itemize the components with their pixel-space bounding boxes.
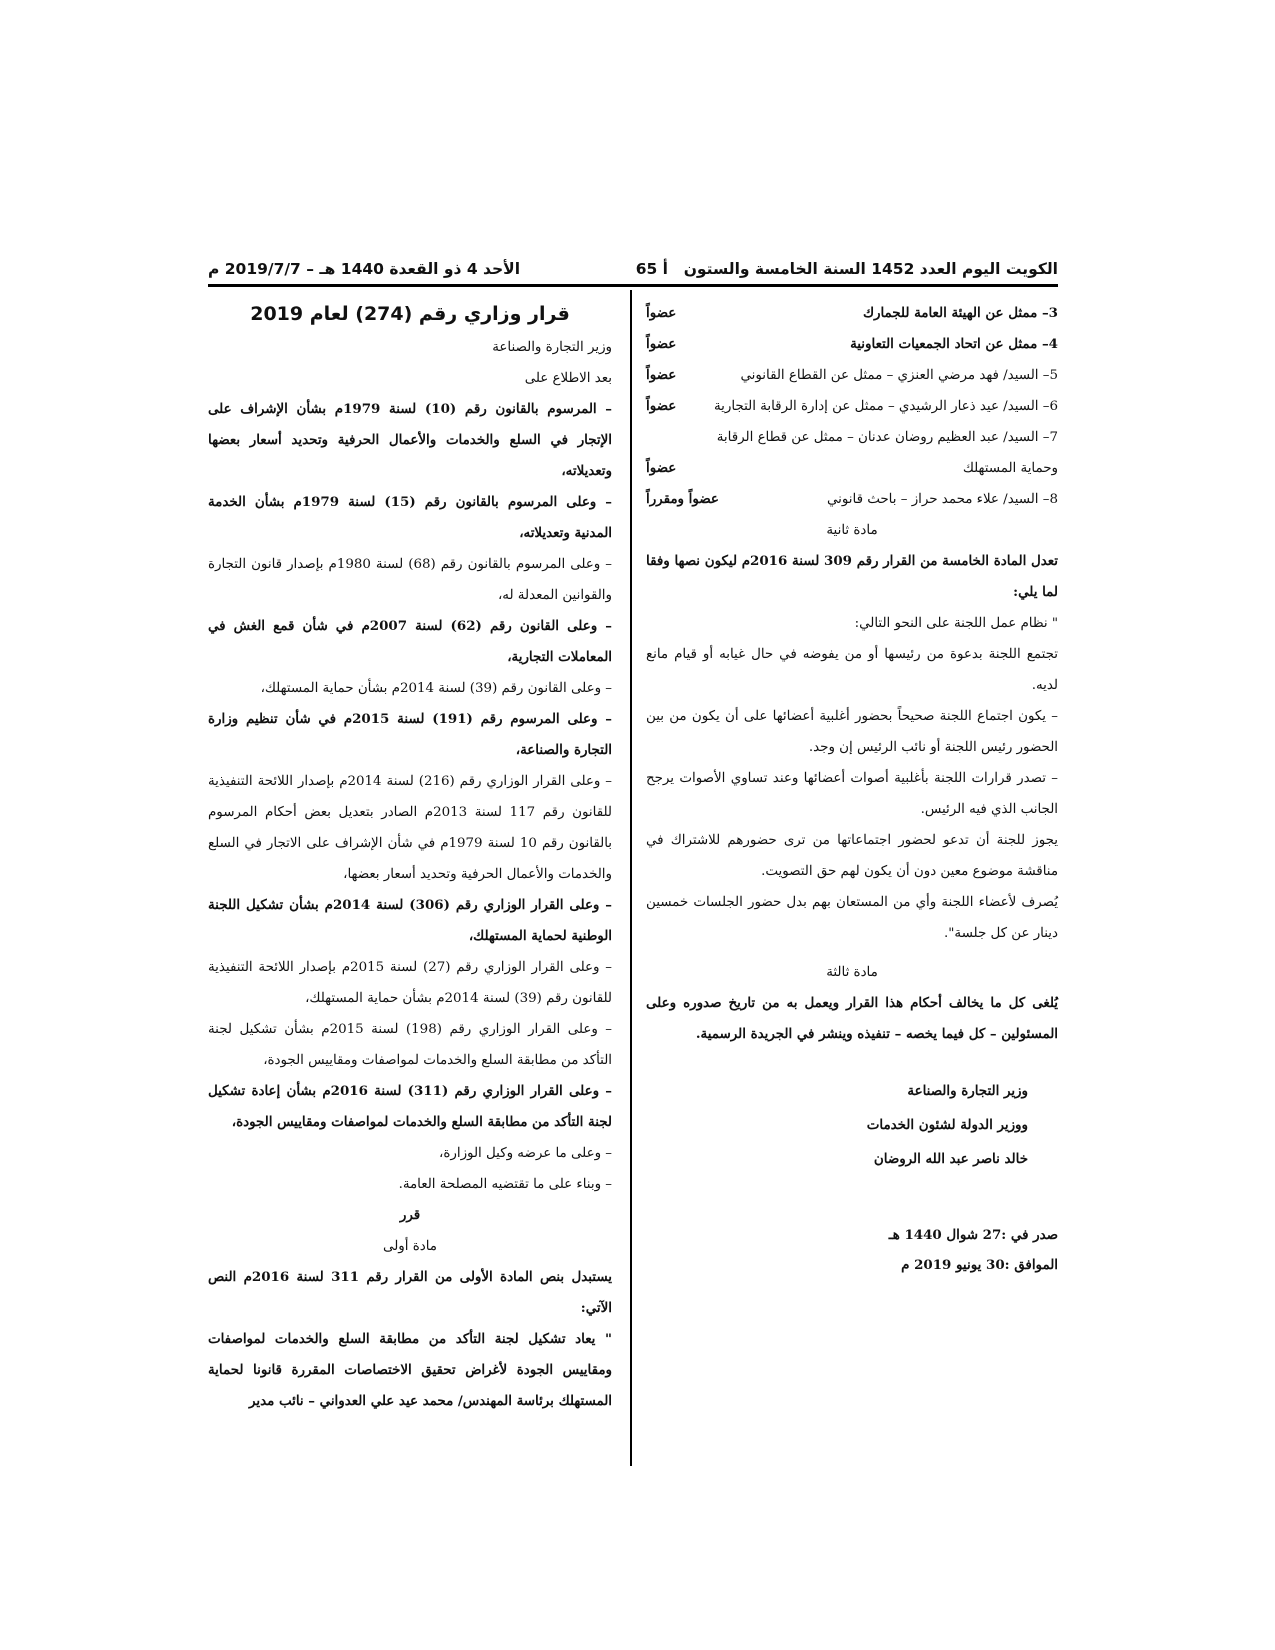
member-role: عضواً <box>646 367 677 383</box>
page-header <box>208 254 1058 284</box>
member-row <box>646 453 1058 484</box>
member-name: 8– السيد/ علاء محمد حراز – باحث قانوني <box>826 492 1058 507</box>
member-row <box>646 329 1058 360</box>
member-name: 5– السيد/ فهد مرضي العنزي – ممثل عن القطاع القانوني <box>740 368 1058 383</box>
decided-heading: قرر <box>399 1207 421 1223</box>
preamble-item: – وعلى المرسوم بالقانون رقم (68) لسنة 1980م بإصدار قانون التجارة والقوانين المعدلة له، <box>208 557 612 603</box>
preamble-item: – وعلى القرار الوزاري رقم (311) لسنة 2016م بشأن إعادة تشكيل لجنة التأكد من مطابقة السلع والخدمات لمواصفات ومقاييس الجودة، <box>208 1083 613 1130</box>
issue-dates <box>646 1220 1058 1280</box>
publication-info: الكويت اليوم العدد 1452 السنة الخامسة والستون <box>683 260 1058 278</box>
member-7-line2: وحماية المستهلك <box>962 461 1058 476</box>
corresponding-date: الموافق :30 يونيو 2019 م <box>901 1257 1058 1273</box>
article-3-text: يُلغى كل ما يخالف أحكام هذا القرار ويعمل به من تاريخ صدوره وعلى المسئولين – كل فيما يخصه – تنفيذه وينشر في الجريدة الرسمية. <box>646 995 1058 1042</box>
preamble-item: – وعلى ما عرضه وكيل الوزارة، <box>439 1146 612 1161</box>
article-2-intro: تعدل المادة الخامسة من القرار رقم 309 لسنة 2016م ليكون نصها وفقا لما يلي: <box>646 553 1058 600</box>
preamble-intro: بعد الاطلاع على <box>524 371 612 386</box>
member-role: عضواً <box>646 398 677 414</box>
preamble-item: – وعلى القرار الوزاري رقم (306) لسنة 2014م بشأن تشكيل اللجنة الوطنية لحماية المستهلك، <box>208 897 612 944</box>
article-2-para: – تصدر قرارات اللجنة بأغلبية أصوات أعضائها وعند تساوي الأصوات يرجح الجانب الذي فيه الرئيس. <box>646 771 1058 817</box>
preamble-item: – وعلى القانون رقم (39) لسنة 2014م بشأن حماية المستهلك، <box>260 681 612 696</box>
decree-title: قرار وزاري رقم (274) لعام 2019 <box>250 303 570 325</box>
preamble-item: – وعلى القرار الوزاري رقم (198) لسنة 2015م بشأن تشكيل لجنة التأكد من مطابقة السلع والخدمات لمواصفات ومقاييس الجودة، <box>208 1022 612 1068</box>
preamble-item: – وعلى القرار الوزاري رقم (27) لسنة 2015م بإصدار اللائحة التنفيذية للقانون رقم (39) لسنة 2014م بشأن حماية المستهلك، <box>208 960 612 1006</box>
member-7-line1: 7– السيد/ عبد العظيم روضان عدنان – ممثل عن قطاع الرقابة <box>716 430 1058 445</box>
member-row <box>646 484 1058 515</box>
member-row <box>646 391 1058 422</box>
member-row <box>646 360 1058 391</box>
issued-date: صدر في :27 شوال 1440 هـ <box>888 1227 1058 1243</box>
preamble-item: – وبناء على ما تقتضيه المصلحة العامة. <box>398 1177 612 1192</box>
article-3-title: مادة ثالثة <box>826 965 878 980</box>
article-2-para: يجوز للجنة أن تدعو لحضور اجتماعاتها من ترى حضورهم للاشتراك في مناقشة موضوع معين دون أن يكون لهم حق التصويت. <box>646 833 1058 879</box>
article-1-title: مادة أولى <box>383 1239 437 1254</box>
member-name: 4– ممثل عن اتحاد الجمعيات التعاونية <box>850 336 1058 352</box>
signature-block <box>646 1074 1058 1176</box>
article-2-heading: " نظام عمل اللجنة على النحو التالي: <box>854 616 1058 631</box>
preamble-item: – وعلى القانون رقم (62) لسنة 2007م في شأن قمع الغش في المعاملات التجارية، <box>208 618 612 665</box>
column-divider <box>630 290 632 1466</box>
header-rule <box>208 284 1058 287</box>
member-name: 3– ممثل عن الهيئة العامة للجمارك <box>862 305 1058 321</box>
issue-date: الأحد 4 ذو القعدة 1440 هـ – 2019/7/7 م <box>208 260 521 278</box>
signatory-title: وزير التجارة والصناعة <box>907 1083 1028 1099</box>
article-2-para: – يكون اجتماع اللجنة صحيحاً بحضور أغلبية أعضائها على أن يكون من بين الحضور رئيس اللجنة أو نائب الرئيس إن وجد. <box>646 709 1058 755</box>
member-name: 6– السيد/ عيد ذعار الرشيدي – ممثل عن إدارة الرقابة التجارية <box>713 399 1058 414</box>
minister-line: وزير التجارة والصناعة <box>492 340 612 355</box>
member-role: عضواً <box>646 305 677 321</box>
decree-column <box>208 298 612 1417</box>
articles-column <box>646 298 1058 1280</box>
page-number: أ 65 <box>635 260 668 278</box>
preamble-item: – وعلى المرسوم بالقانون رقم (15) لسنة 1979م بشأن الخدمة المدنية وتعديلاته، <box>208 494 613 541</box>
article-2-para: تجتمع اللجنة بدعوة من رئيسها أو من يفوضه في حال غيابه أو قيام مانع لديه. <box>646 647 1058 693</box>
member-role: عضواً ومقرراً <box>646 491 719 507</box>
member-role: عضواً <box>646 336 677 352</box>
signatory-title: ووزير الدولة لشئون الخدمات <box>866 1117 1028 1133</box>
preamble-item: – المرسوم بالقانون رقم (10) لسنة 1979م بشأن الإشراف على الإتجار في السلع والخدمات والأعمال الحرفية وتحديد أسعار بعضها وتعديلاته، <box>208 401 613 479</box>
preamble-item: – وعلى القرار الوزاري رقم (216) لسنة 2014م بإصدار اللائحة التنفيذية للقانون رقم 117 لسنة 2013م الصادر بتعديل بعض أحكام المرسوم بالقانون رقم 10 لسنة 1979م في شأن الإشراف على الاتجار في السلع والخدمات والأعمال الحرفية وتحديد أسعار بعضها، <box>208 774 612 882</box>
article-2-title: مادة ثانية <box>826 523 878 538</box>
article-1-text: يستبدل بنص المادة الأولى من القرار رقم 311 لسنة 2016م النص الآتي: <box>208 1269 613 1316</box>
preamble-item: – وعلى المرسوم رقم (191) لسنة 2015م في شأن تنظيم وزارة التجارة والصناعة، <box>208 711 612 758</box>
member-row <box>646 298 1058 329</box>
article-2-para: يُصرف لأعضاء اللجنة وأي من المستعان بهم بدل حضور الجلسات خمسين دينار عن كل جلسة". <box>646 895 1058 941</box>
signatory-name: خالد ناصر عبد الله الروضان <box>873 1151 1028 1167</box>
member-role: عضواً <box>646 460 677 476</box>
article-1-quote: " يعاد تشكيل لجنة التأكد من مطابقة السلع والخدمات لمواصفات ومقاييس الجودة لأغراض تحقيق الاختصاصات المقررة قانونا لحماية المستهلك برئاسة المهندس/ محمد عيد علي العدواني – نائب مدير <box>208 1331 612 1409</box>
